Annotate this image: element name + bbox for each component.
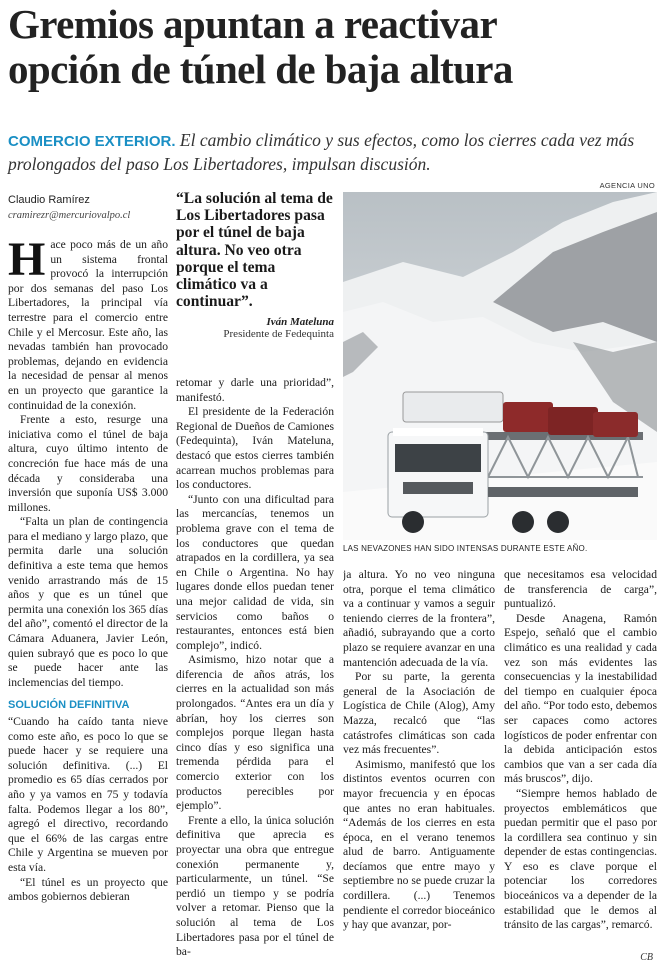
paragraph: Frente a esto, resurge una iniciativa como el túnel de baja altura, cuyo último intento de concreción fue hace más de una década y consideraba una inversión que suponía US$ 3.000 millones. <box>8 413 168 514</box>
pull-quote <box>176 190 334 340</box>
news-photo <box>343 192 657 540</box>
headline-line-2: opción de túnel de baja altura <box>8 46 513 92</box>
paragraph: “El túnel es un proyecto que ambos gobiernos debieran <box>8 875 168 904</box>
headline <box>8 2 658 92</box>
paragraph: “Junto con una dificultad para las mercancías, tenemos un problema grave con el tema de los conductores que quedan atrapados en la cordillera, ya sea en Chile o Argentina. No hay lugares donde ellos puedan tener una mejor calidad de vida, sin servicios como baños o restaurantes, entonces está bien complejo”, indicó. <box>176 492 334 652</box>
author-signature: CB <box>640 952 653 963</box>
byline-author: Claudio Ramírez <box>8 194 90 206</box>
paragraph: El presidente de la Federación Regional de Dueños de Camiones (Fedequinta), Iván Mateluna, destacó que estos cierres también acarrean muchos problemas para los conductores. <box>176 405 334 492</box>
paragraph: “Siempre hemos hablado de proyectos emblemáticos que puedan permitir que el paso por la cordillera sea continuo y sin depender de estas contingencias. Y eso es clave porque el potenciar los corredores bioceánicos va a depender de la estabilidad que le demos al tránsito de las cargas”, remarcó. <box>504 786 657 932</box>
paragraph: Asimismo, hizo notar que a diferencia de años atrás, los cierres en la actualidad son más prolongados. “Antes era un día y abrían, hoy los cierres son complejos porque llegan hasta cinco días y eso significa una tremenda pérdida para el comercio exterior con los productos perecibles por ejemplo”. <box>176 653 334 813</box>
photo-caption: LAS NEVAZONES HAN SIDO INTENSAS DURANTE ESTE AÑO. <box>343 544 588 553</box>
pull-quote-name: Iván Mateluna <box>266 316 334 329</box>
drop-cap: H <box>8 238 46 286</box>
subheading: SOLUCIÓN DEFINITIVA <box>8 699 130 712</box>
deck-text: El cambio climático y sus efectos, como los cierres cada vez más prolongados del paso Los Libertadores, impulsan discusión. <box>8 130 635 174</box>
snowy-mountain-truck-illustration <box>343 192 657 540</box>
paragraph: Frente a ello, la única solución definitiva que aprecia es proyectar una obra que entregue conexión permanente y, particularmente, un túnel. “Se perdió un tiempo y se podría volver a retomar. Pienso que la solución al tema de Los Libertadores pasa por el túnel de ba- <box>176 813 334 959</box>
paragraph: retomar y darle una prioridad”, manifestó. <box>176 376 334 404</box>
column-3 <box>343 568 495 968</box>
column-2 <box>176 376 334 968</box>
byline-email[interactable]: cramirezr@mercuriovalpo.cl <box>8 210 131 221</box>
paragraph: Por su parte, la gerenta general de la Asociación de Logística de Chile (Alog), Amy Mazza, recalcó que “las catástrofes climáticas son cada vez más frecuentes”. <box>343 670 495 757</box>
column-4 <box>504 568 657 952</box>
photo-credit: AGENCIA UNO <box>599 181 655 190</box>
paragraph: Desde Anagena, Ramón Espejo, señaló que el cambio climático es una realidad y cada vez son más evidentes las consecuencias y la inestabilidad del tiempo en cualquier época del año. “Por todo esto, debemos ser capaces como actores logísticos de poder enfrentar con la debida anticipación estos cambios que van a ser cada día más bruscos”, dijo. <box>504 611 657 786</box>
deck <box>8 129 658 175</box>
paragraph: Hace poco más de un año un sistema frontal provocó la interrupción por dos semanas del paso Los Libertadores, la principal vía terrestre para el comercio entre Chile y el Mercosur. Este año, las nevadas también han provocado problemas, dejando en evidencia la necesidad de pensar al menos en un proyecto que garantice la continuidad de la conexión. <box>8 238 168 412</box>
paragraph: Asimismo, manifestó que los distintos eventos ocurren con mayor frecuencia y en épocas que antes no eran habituales. “Además de los cierres en esta época, en el verano tenemos alud de barro. Antiguamente decíamos que entre mayo y septiembre no se puede cruzar la cordillera. (...) Tenemos pendiente el corredor bioceánico y hay que avanzar, por- <box>343 757 495 932</box>
pull-quote-text: “La solución al tema de Los Libertadores pasa por el túnel de baja altura. No veo otra porque el tema climático va a continuar”. <box>176 190 333 311</box>
paragraph: que necesitamos esa velocidad de transferencia de carga”, puntualizó. <box>504 568 657 611</box>
paragraph: “Falta un plan de contingencia para el mediano y largo plazo, que permita darle una solución definitiva a este tema que hemos venido arrastrando más de 15 años y que es un túnel que permita una conexión los 365 días del año”, comentó el director de la Cámara Aduanera, Javier León, quien subrayó que es poco lo que se puede hacer ante las inclemencias del tiempo. <box>8 515 168 689</box>
deck-kicker: COMERCIO EXTERIOR. <box>8 133 176 150</box>
column-1 <box>8 238 168 960</box>
headline-line-1: Gremios apuntan a reactivar <box>8 1 498 47</box>
pull-quote-role: Presidente de Fedequinta <box>223 328 334 341</box>
paragraph: ja altura. Yo no veo ninguna otra, porque el tema climático va a continuar y vamos a seguir teniendo cierres de la frontera”, añadió, subrayando que a corto plazo se requiere avanzar en una mantención adecuada de la vía. <box>343 568 495 669</box>
paragraph: “Cuando ha caído tanta nieve como este año, es poco lo que se puede hacer y se requiere una solución definitiva. (...) El promedio es 65 días cerrados por año y ya vamos en 75 y todavía falta. Podemos llegar a los 80”, agregó el directivo, recordando que el 66% de las cargas entre Chile y Argentina se mueven por esta vía. <box>8 715 168 874</box>
